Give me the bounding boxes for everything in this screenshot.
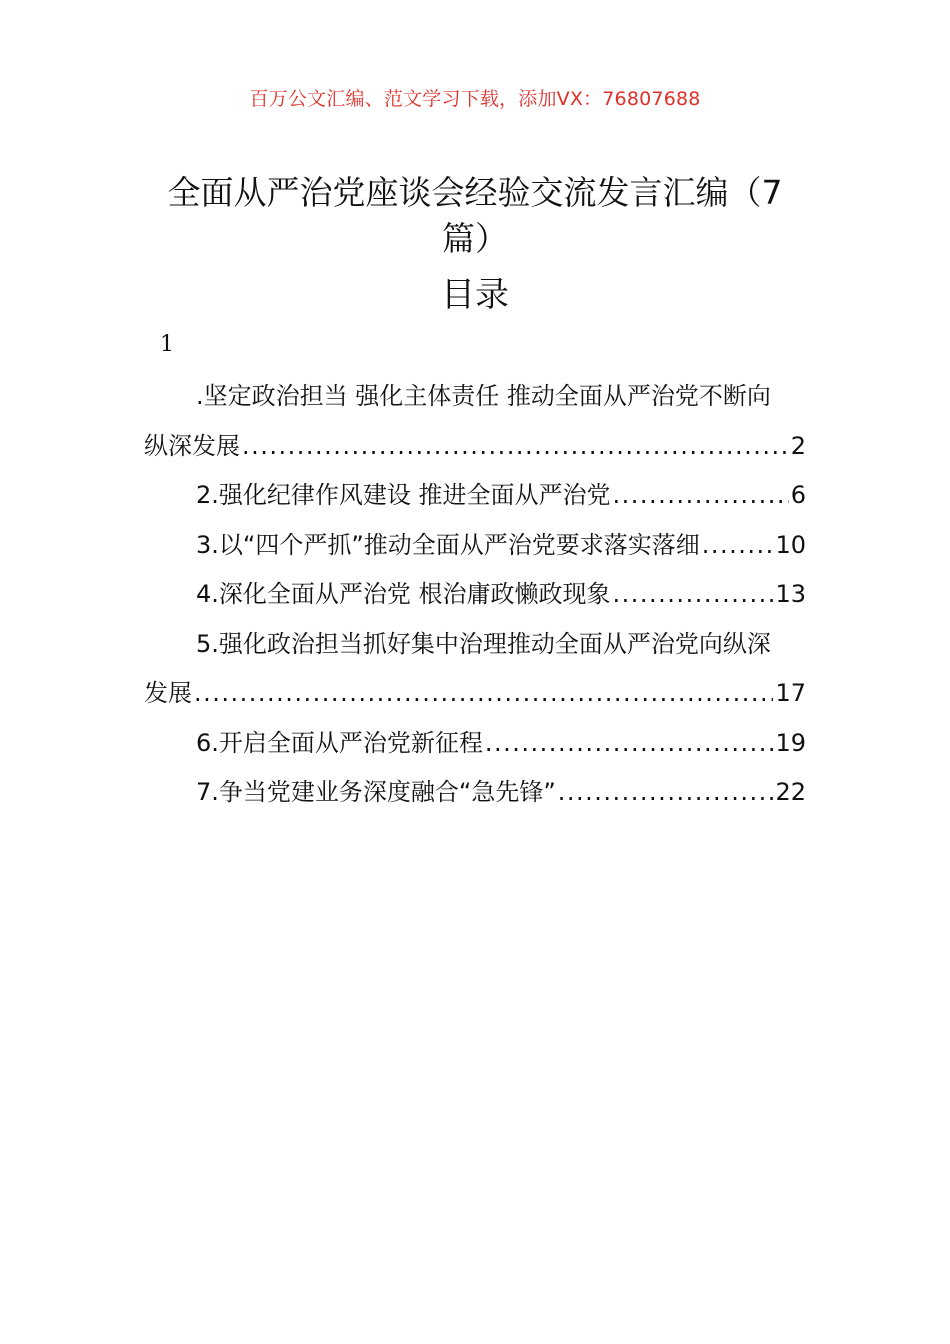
toc-leader-dots	[702, 521, 774, 571]
table-of-contents	[144, 372, 806, 818]
toc-entry[interactable]	[144, 521, 806, 571]
toc-leader-dots	[613, 471, 789, 521]
toc-entry[interactable]	[144, 620, 806, 719]
toc-leader-dots	[613, 570, 774, 620]
toc-heading: 目录	[441, 275, 509, 315]
toc-entry[interactable]	[144, 768, 806, 818]
toc-entry-title: 6.开启全面从严治党新征程	[196, 728, 483, 757]
document-title-line-1: 全面从严治党座谈会经验交流发言汇编（7	[167, 173, 783, 212]
toc-leader-dots	[485, 719, 774, 769]
toc-page-number: 13	[775, 580, 806, 608]
toc-entry[interactable]	[144, 372, 806, 471]
toc-entry-title: .坚定政治担当 强化主体责任 推动全面从严治党不断向	[196, 382, 771, 410]
toc-leader-dots	[194, 669, 773, 719]
toc-entry-title-cont: 纵深发展	[144, 431, 240, 460]
toc-entry[interactable]	[144, 719, 806, 769]
toc-leader-dots	[242, 422, 789, 472]
toc-page-number: 2	[790, 431, 806, 460]
toc-page-number: 17	[775, 679, 806, 707]
toc-page-number: 22	[775, 778, 806, 806]
document-title	[140, 170, 810, 262]
document-title-line-2: 篇）	[442, 219, 508, 258]
toc-leader-dots	[558, 768, 774, 818]
download-banner: 百万公文汇编、范文学习下载，添加VX：76807688	[249, 88, 701, 110]
toc-entry[interactable]	[144, 570, 806, 620]
toc-entry-title: 3.以“四个严抓”推动全面从严治党要求落实落细	[196, 530, 700, 559]
toc-entry-title: 2.强化纪律作风建设 推进全面从严治党	[196, 481, 611, 509]
toc-page-number: 19	[775, 728, 806, 757]
toc-entry-title: 5.强化政治担当抓好集中治理推动全面从严治党向纵深	[196, 629, 771, 658]
toc-entry-title-cont: 发展	[144, 679, 192, 707]
page-number-marker: 1	[160, 332, 174, 357]
toc-page-number: 6	[790, 481, 806, 509]
toc-entry[interactable]	[144, 471, 806, 521]
toc-entry-title: 7.争当党建业务深度融合“急先锋”	[196, 778, 556, 806]
toc-entry-title: 4.深化全面从严治党 根治庸政懒政现象	[196, 580, 611, 608]
toc-page-number: 10	[775, 530, 806, 559]
